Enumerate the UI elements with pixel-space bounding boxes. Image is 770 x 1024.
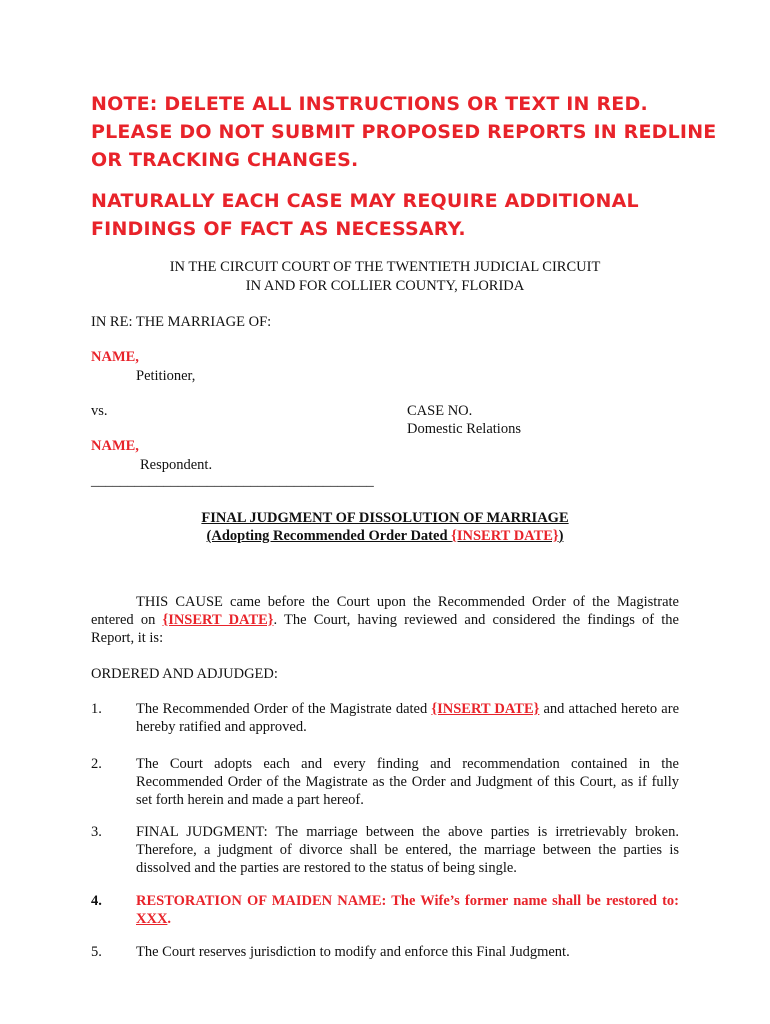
list-item <box>136 892 679 928</box>
item-text: The Recommended Order of the Magistrate dated <box>136 701 432 717</box>
subtitle-prefix: (Adopting Recommended Order Dated <box>206 528 452 544</box>
document-title: FINAL JUDGMENT OF DISSOLUTION OF MARRIAGE <box>201 510 569 526</box>
item-text-end: . <box>167 911 172 927</box>
division-label: Domestic Relations <box>407 421 521 437</box>
item-date-placeholder: {INSERT DATE} <box>431 701 540 717</box>
court-county: IN AND FOR COLLIER COUNTY, FLORIDA <box>245 278 525 294</box>
document-subtitle <box>0 527 770 545</box>
item-number: 5. <box>91 944 102 960</box>
in-re-label: IN RE: THE MARRIAGE OF: <box>91 314 272 330</box>
item-text-end: and attached hereto are hereby ratified and approved. <box>136 701 680 735</box>
case-number-label: CASE NO. <box>407 403 473 419</box>
item-text: RESTORATION OF MAIDEN NAME: The Wife’s former name shall be restored to: <box>136 893 679 909</box>
instruction-note: NOTE: DELETE ALL INSTRUCTIONS OR TEXT IN RED. PLEASE DO NOT SUBMIT PROPOSED REPORTS IN REDLINE OR TRACKING CHANGES. <box>91 93 717 171</box>
subtitle-suffix: ) <box>558 528 564 544</box>
versus-label: vs. <box>91 403 108 419</box>
petitioner-name: NAME, <box>91 349 139 365</box>
list-item: The Court reserves jurisdiction to modify and enforce this Final Judgment. <box>136 944 570 960</box>
item-number: 1. <box>91 701 102 717</box>
intro-date-placeholder: {INSERT DATE} <box>162 612 274 628</box>
maiden-name-placeholder: XXX <box>136 911 168 927</box>
intro-text-end: . The Court, having reviewed and considered the findings of the Report, it is: <box>91 612 679 646</box>
item-number: 3. <box>91 824 102 840</box>
subtitle-date-placeholder: {INSERT DATE} <box>451 528 559 544</box>
item-number: 4. <box>91 893 102 909</box>
list-item <box>136 700 679 736</box>
court-name: IN THE CIRCUIT COURT OF THE TWENTIETH JUDICIAL CIRCUIT <box>169 259 601 275</box>
ordered-heading: ORDERED AND ADJUDGED: <box>91 666 278 682</box>
item-number: 2. <box>91 756 102 772</box>
list-item: The Court adopts each and every finding and recommendation contained in the Recommended Order of the Magistrate as the Order and Judgment of this Court, as if fully set forth herein and made a part hereof. <box>136 756 679 808</box>
respondent-name: NAME, <box>91 438 139 454</box>
intro-text: THIS CAUSE came before the Court upon the Recommended Order of the Magistrate entered on <box>91 594 679 628</box>
instruction-note-findings: NATURALLY EACH CASE MAY REQUIRE ADDITIONAL FINDINGS OF FACT AS NECESSARY. <box>91 190 639 240</box>
intro-paragraph <box>91 593 679 647</box>
petitioner-label: Petitioner, <box>136 368 196 384</box>
respondent-label: Respondent. <box>140 457 213 473</box>
list-item: FINAL JUDGMENT: The marriage between the above parties is irretrievably broken. Therefore, a judgment of divorce shall be entered, the marriage between the parties is dissolved and the parties are restored to the status of being single. <box>136 824 679 876</box>
caption-rule: _______________________________________ <box>91 473 374 489</box>
